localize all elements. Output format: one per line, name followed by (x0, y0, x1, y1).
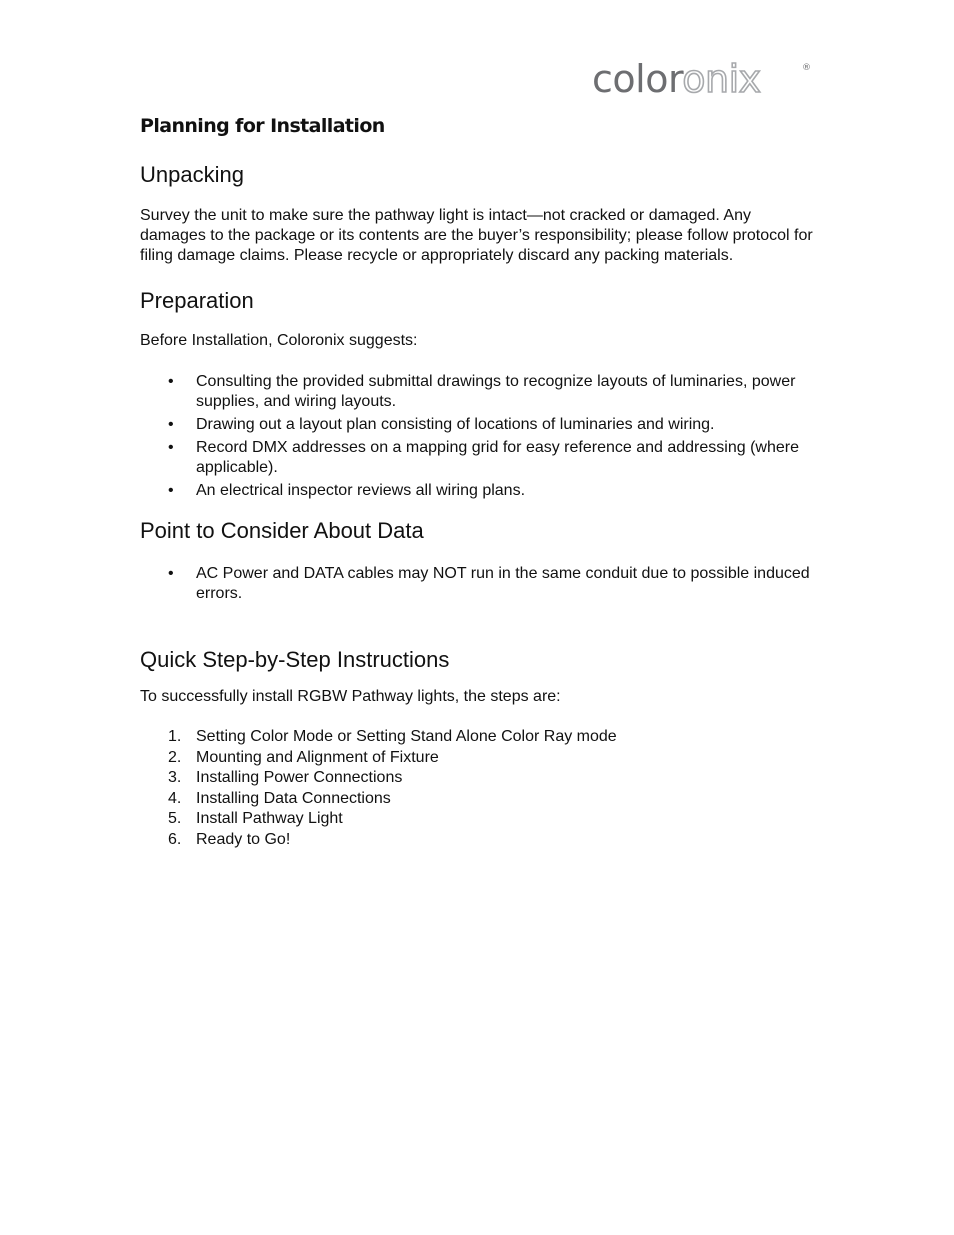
step-text: Install Pathway Light (196, 810, 343, 828)
step-number: 1. (168, 728, 182, 745)
bullet-icon: • (168, 416, 174, 433)
step-item (140, 809, 820, 829)
step-number: 4. (168, 789, 182, 807)
preparation-intro: Before Installation, Coloronix suggests: (140, 332, 418, 349)
logo-text-onix: onix (682, 58, 761, 98)
unpacking-paragraph: Survey the unit to make sure the pathway light is intact—not cracked or damaged. Any damages to the package or its contents are the buyer’s responsibility; please follow protocol for filing damage claims. Please recycle or appropriately discard any packing materials. (140, 207, 813, 264)
step-number: 5. (168, 810, 182, 828)
bullet-icon: • (168, 373, 174, 390)
section-heading-unpacking: Unpacking (140, 162, 244, 187)
document-body (140, 112, 820, 851)
section-heading-quick-steps: Quick Step-by-Step Instructions (140, 647, 450, 672)
coloronix-logo-wordmark (592, 58, 812, 98)
list-item (140, 438, 820, 478)
quick-steps-numbered-list (140, 727, 820, 850)
step-text: Ready to Go! (196, 830, 291, 848)
quick-steps-intro: To successfully install RGBW Pathway lights, the steps are: (140, 688, 561, 705)
registered-mark: ® (802, 63, 811, 73)
section-heading-preparation: Preparation (140, 288, 254, 313)
list-item-text: AC Power and DATA cables may NOT run in the same conduit due to possible induced errors. (196, 565, 810, 602)
bullet-icon: • (168, 439, 174, 456)
bullet-icon: • (168, 565, 174, 582)
list-item (140, 564, 820, 604)
step-text: Installing Data Connections (196, 789, 391, 807)
step-text: Installing Power Connections (196, 769, 403, 787)
step-item (140, 727, 820, 747)
step-item (140, 748, 820, 768)
bullet-icon: • (168, 482, 174, 499)
logo-text-color: color (592, 58, 683, 98)
step-text: Setting Color Mode or Setting Stand Alone Color Ray mode (196, 728, 617, 745)
step-text: Mounting and Alignment of Fixture (196, 748, 439, 766)
step-item (140, 768, 820, 788)
list-item-text: An electrical inspector reviews all wiring plans. (196, 482, 526, 499)
list-item-text: Record DMX addresses on a mapping grid for easy reference and addressing (where applicable). (196, 439, 799, 476)
list-item-text: Drawing out a layout plan consisting of locations of luminaries and wiring. (196, 416, 715, 433)
svg-text:coloronix (592, 58, 761, 98)
step-number: 6. (168, 830, 182, 848)
step-number: 3. (168, 769, 182, 787)
page-title: Planning for Installation (140, 115, 385, 137)
step-item (140, 830, 820, 850)
step-number: 2. (168, 748, 182, 766)
coloronix-logo (592, 58, 812, 98)
data-bullet-list (140, 564, 820, 604)
preparation-bullet-list (140, 372, 820, 501)
step-item (140, 789, 820, 809)
list-item (140, 481, 820, 501)
section-heading-data: Point to Consider About Data (140, 518, 424, 543)
list-item-text: Consulting the provided submittal drawings to recognize layouts of luminaries, power supplies, and wiring layouts. (196, 373, 796, 410)
list-item (140, 415, 820, 435)
list-item (140, 372, 820, 412)
